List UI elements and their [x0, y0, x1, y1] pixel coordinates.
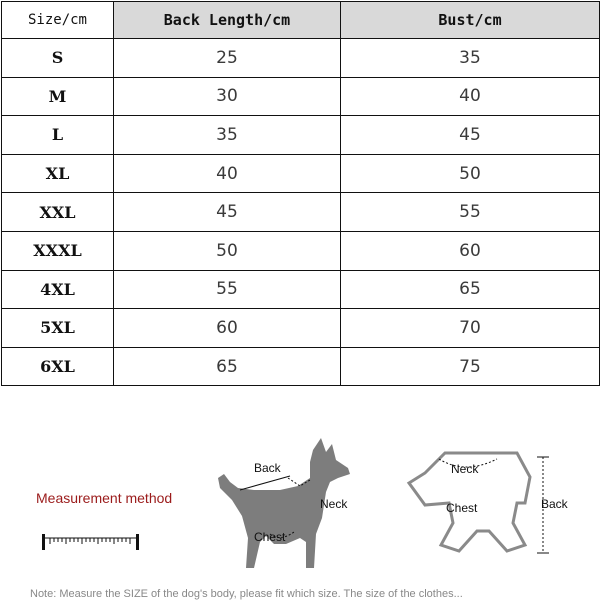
- table-row: [2, 193, 600, 232]
- table-row: [2, 347, 600, 386]
- dog-neck-label: Neck: [320, 497, 348, 511]
- size-cell: L: [2, 116, 114, 155]
- bust-cell: 35: [341, 39, 600, 78]
- back-length-cell: 40: [114, 154, 341, 193]
- size-cell: XXXL: [2, 231, 114, 270]
- table-row: [2, 309, 600, 348]
- size-cell: M: [2, 77, 114, 116]
- measurement-section: [0, 390, 600, 600]
- measurement-method-title: Measurement method: [36, 490, 173, 506]
- table-row: [2, 231, 600, 270]
- table-row: [2, 154, 600, 193]
- size-cell: 5XL: [2, 309, 114, 348]
- back-length-cell: 35: [114, 116, 341, 155]
- bust-cell: 55: [341, 193, 600, 232]
- back-length-cell: 50: [114, 231, 341, 270]
- header-bust: Bust/cm: [341, 2, 600, 39]
- bust-cell: 45: [341, 116, 600, 155]
- bust-cell: 60: [341, 231, 600, 270]
- size-chart-table: [1, 1, 600, 386]
- bust-cell: 40: [341, 77, 600, 116]
- table-row: [2, 116, 600, 155]
- size-cell: S: [2, 39, 114, 78]
- bust-cell: 75: [341, 347, 600, 386]
- table-header-row: [2, 2, 600, 39]
- table-row: [2, 39, 600, 78]
- header-back-length: Back Length/cm: [114, 2, 341, 39]
- size-cell: XXL: [2, 193, 114, 232]
- garment-chest-label: Chest: [446, 501, 478, 515]
- back-length-cell: 45: [114, 193, 341, 232]
- bust-cell: 50: [341, 154, 600, 193]
- size-cell: 4XL: [2, 270, 114, 309]
- size-cell: 6XL: [2, 347, 114, 386]
- dog-chest-label: Chest: [254, 530, 286, 544]
- back-length-cell: 60: [114, 309, 341, 348]
- garment-back-label: Back: [541, 497, 568, 511]
- bust-cell: 70: [341, 309, 600, 348]
- ruler-icon: [40, 530, 140, 552]
- table-row: [2, 270, 600, 309]
- table-row: [2, 77, 600, 116]
- size-cell: XL: [2, 154, 114, 193]
- back-length-cell: 30: [114, 77, 341, 116]
- dog-back-label: Back: [254, 461, 281, 475]
- garment-neck-label: Neck: [451, 462, 479, 476]
- back-length-cell: 55: [114, 270, 341, 309]
- back-length-cell: 65: [114, 347, 341, 386]
- header-size: Size/cm: [2, 2, 114, 39]
- bust-cell: 65: [341, 270, 600, 309]
- back-length-cell: 25: [114, 39, 341, 78]
- footer-note: Note: Measure the SIZE of the dog's body, please fit which size. The size of the clothes...: [30, 588, 463, 600]
